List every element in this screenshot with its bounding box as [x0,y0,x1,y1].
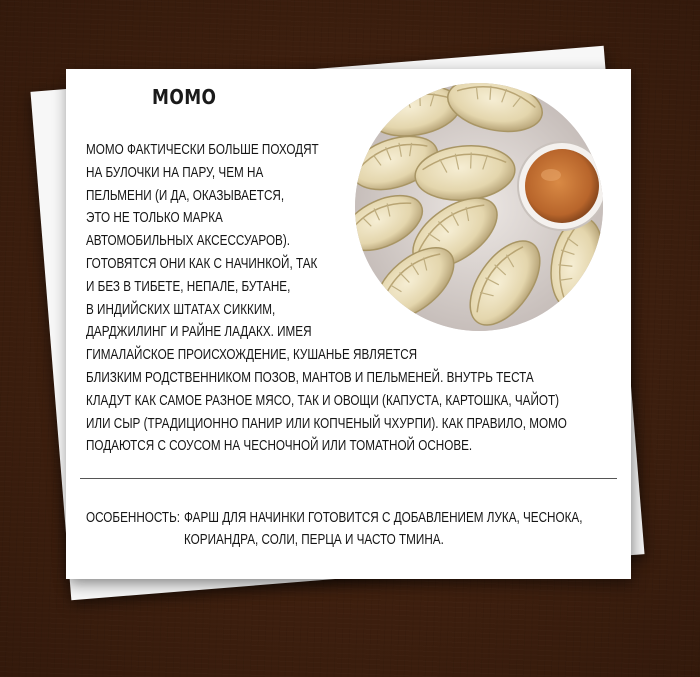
description-line: ГИМАЛАЙСКОЕ ПРОИСХОЖДЕНИЕ, КУШАНЬЕ ЯВЛЯЕТСЯ [86,346,418,364]
description-line: БЛИЗКИМ РОДСТВЕННИКОМ ПОЗОВ, МАНТОВ И ПЕЛЬМЕНЕЙ. ВНУТРЬ ТЕСТА [86,368,534,386]
feature-line: ФАРШ ДЛЯ НАЧИНКИ ГОТОВИТСЯ С ДОБАВЛЕНИЕМ ЛУКА, ЧЕСНОКА, [184,509,583,526]
feature-line: КОРИАНДРА, СОЛИ, ПЕРЦА И ЧАСТО ТМИНА. [184,531,444,548]
description-line: В ИНДИЙСКИХ ШТАТАХ СИККИМ, [86,300,276,318]
description-line: ДАРДЖИЛИНГ И РАЙНЕ ЛАДАКХ. ИМЕЯ [86,323,312,341]
feature-label: ОСОБЕННОСТЬ: [86,509,181,526]
description-line: ПОДАЮТСЯ С СОУСОМ НА ЧЕСНОЧНОЙ ИЛИ ТОМАТНОЙ ОСНОВЕ. [86,437,473,455]
card-title: МОМО [152,85,217,109]
description-text [86,139,616,458]
description-line: МОМО ФАКТИЧЕСКИ БОЛЬШЕ ПОХОДЯТ [86,141,319,158]
recipe-card [66,69,631,579]
description-line: ИЛИ СЫР (ТРАДИЦИОННО ПАНИР ИЛИ КОПЧЕНЫЙ ЧХУРПИ). КАК ПРАВИЛО, МОМО [86,414,567,432]
section-divider [80,478,617,479]
description-line: АВТОМОБИЛЬНЫХ АКСЕССУАРОВ). [86,232,291,250]
description-line: ЭТО НЕ ТОЛЬКО МАРКА [86,209,223,227]
feature-text [184,507,582,551]
description-line: ГОТОВЯТСЯ ОНИ КАК С НАЧИНКОЙ, ТАК [86,254,318,272]
description-line: НА БУЛОЧКИ НА ПАРУ, ЧЕМ НА [86,163,264,181]
description-line: ПЕЛЬМЕНИ (И ДА, ОКАЗЫВАЕТСЯ, [86,186,285,204]
description-line: И БЕЗ В ТИБЕТЕ, НЕПАЛЕ, БУТАНЕ, [86,277,291,295]
description-line: КЛАДУТ КАК САМОЕ РАЗНОЕ МЯСО, ТАК И ОВОЩИ (КАПУСТА, КАРТОШКА, ЧАЙОТ) [86,391,560,409]
